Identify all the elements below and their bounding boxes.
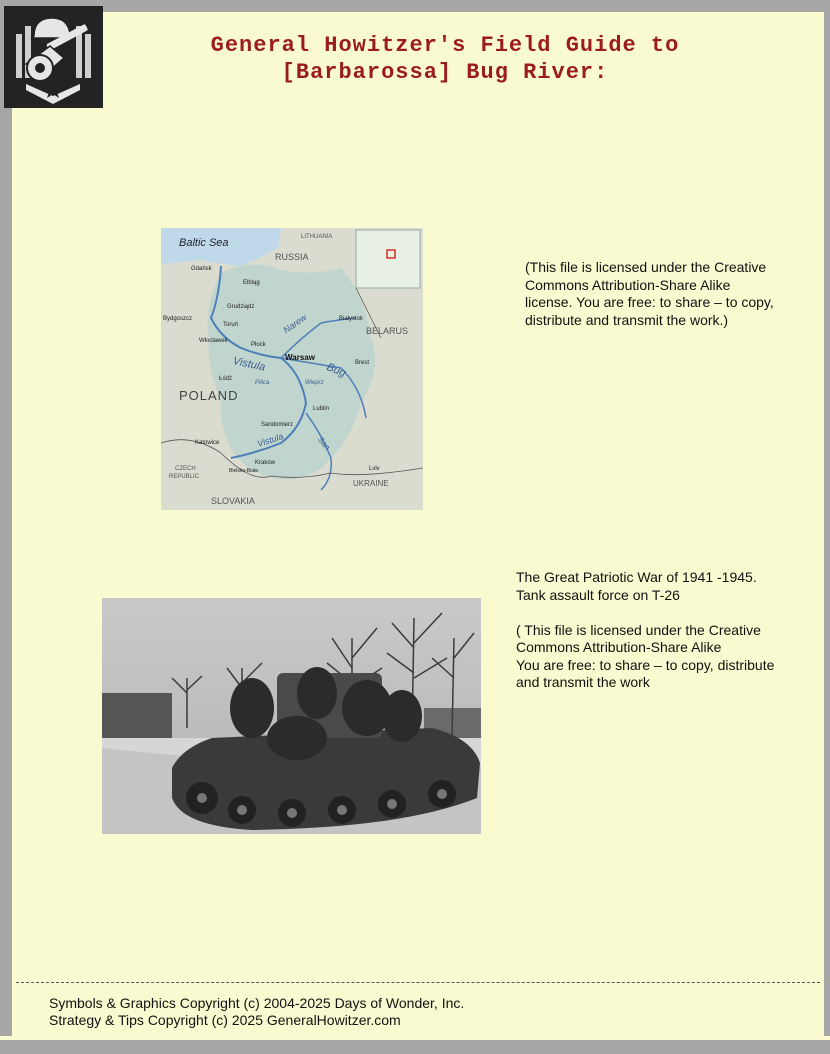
tank-caption-license: ( This file is licensed under the Creative Commons Attribution-Share Alike bbox=[516, 621, 761, 655]
page-frame-bottom bbox=[0, 1040, 830, 1054]
map-label-wieprz: Wieprz bbox=[305, 380, 324, 386]
map-license-caption bbox=[525, 259, 775, 329]
map-label-bialystok: Białystok bbox=[339, 316, 364, 322]
map-label-sandomierz: Sandomierz bbox=[261, 422, 294, 428]
map-label-san: San bbox=[315, 435, 332, 452]
map-license-text: (This file is licensed under the Creative Commons Attribution-Share Alike license. You are free: to share – to copy, distribute and transmit the work.) bbox=[525, 259, 774, 328]
howitzer-logo-icon bbox=[4, 6, 103, 108]
map-label-grudziadz: Grudziądz bbox=[227, 304, 255, 310]
tank-caption-freedom: You are free: to share – to copy, distribute and transmit the work bbox=[516, 656, 775, 690]
map-label-russia: RUSSIA bbox=[275, 252, 309, 262]
tank-photo-caption bbox=[516, 569, 786, 692]
map-label-republic: REPUBLIC bbox=[169, 474, 200, 480]
map-label-lviv: Lviv bbox=[369, 466, 380, 472]
footer-copyright-strategy: Strategy & Tips Copyright (c) 2025 GeneralHowitzer.com bbox=[49, 1012, 401, 1028]
title-line-2: [Barbarossa] Bug River: bbox=[281, 60, 609, 85]
footer-divider bbox=[16, 982, 820, 983]
map-label-katowice: Katowice bbox=[195, 440, 220, 446]
map-label-belarus: BELARUS bbox=[366, 326, 409, 336]
map-label-krakow: Kraków bbox=[255, 460, 276, 466]
map-label-torun: Toruń bbox=[223, 322, 239, 328]
map-label-lublin: Lublin bbox=[313, 406, 330, 412]
map-label-narew: Narew bbox=[281, 312, 309, 336]
page-frame-top bbox=[0, 0, 830, 12]
map-label-lithuania: LITHUANIA bbox=[301, 234, 333, 240]
map-label-ukraine: UKRAINE bbox=[353, 479, 389, 488]
map-label-vistula: Vistula bbox=[231, 355, 267, 374]
map-label-lodz: Łódź bbox=[219, 376, 233, 382]
map-label-poland: POLAND bbox=[179, 388, 239, 403]
map-label-baltic-sea: Baltic Sea bbox=[179, 237, 229, 249]
map-label-slovakia: SLOVAKIA bbox=[211, 496, 255, 506]
map-label-plock: Płock bbox=[251, 342, 266, 348]
map-label-gdansk: Gdańsk bbox=[191, 266, 212, 272]
title-line-1: General Howitzer's Field Guide to bbox=[210, 33, 680, 58]
footer-copyright-graphics: Symbols & Graphics Copyright (c) 2004-2025 Days of Wonder, Inc. bbox=[49, 995, 465, 1011]
map-label-brest: Brest bbox=[355, 360, 370, 366]
page-frame-right bbox=[824, 0, 830, 1054]
map-label-elblag: Elbląg bbox=[243, 280, 260, 286]
map-label-bielsko: Bielsko-Biała bbox=[229, 468, 258, 474]
poland-river-map bbox=[161, 228, 423, 510]
map-label-bydgoszcz: Bydgoszcz bbox=[163, 316, 193, 322]
tank-assault-photo bbox=[102, 598, 481, 834]
map-label-wloclawek: Włocławek bbox=[199, 338, 228, 344]
map-label-bug: Bug bbox=[324, 361, 348, 380]
tank-caption-title: The Great Patriotic War of 1941 -1945. Tank assault force on T-26 bbox=[516, 569, 757, 603]
page-frame-bottom-inner bbox=[0, 1036, 830, 1040]
map-label-pilica: Pilica bbox=[255, 380, 270, 386]
page-title bbox=[110, 32, 780, 86]
map-label-czech: CZECH bbox=[175, 466, 196, 472]
map-label-vistula-south: Vistula bbox=[255, 431, 285, 449]
map-label-warsaw: Warsaw bbox=[285, 353, 315, 362]
page-frame-left bbox=[0, 0, 12, 1054]
footer bbox=[49, 995, 749, 1029]
